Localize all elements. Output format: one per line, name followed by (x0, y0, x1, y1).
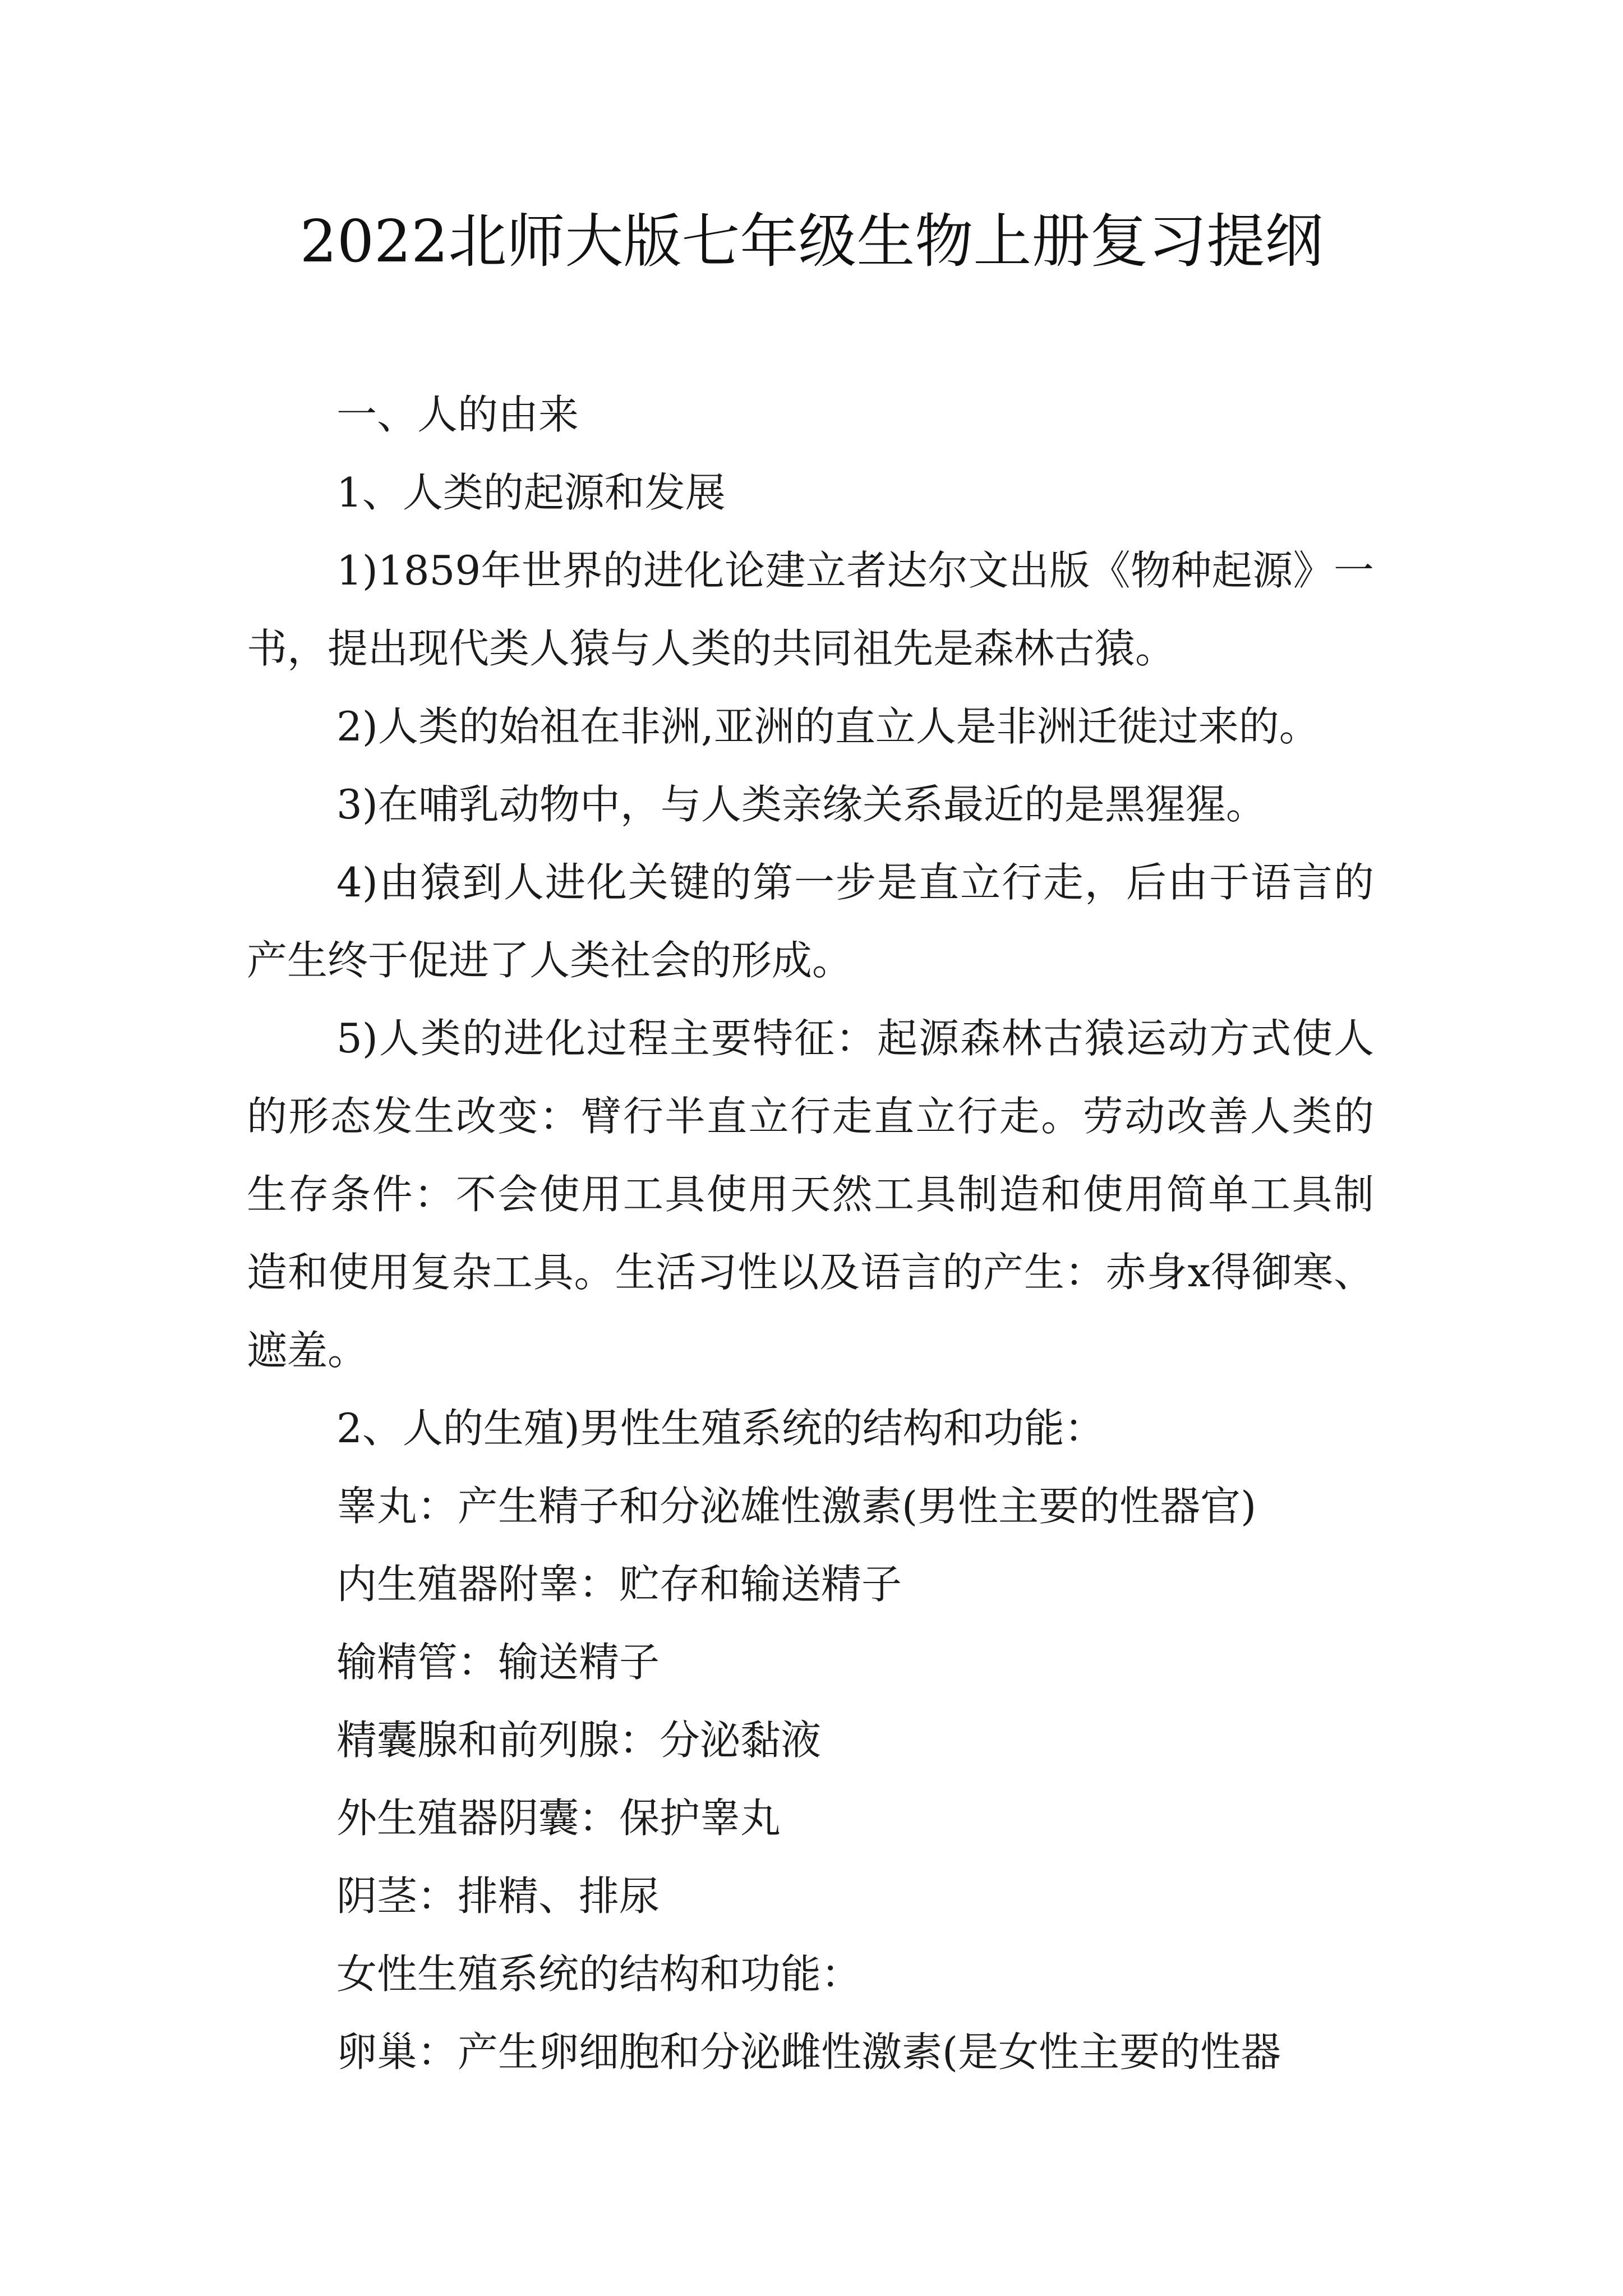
paragraph: 睾丸：产生精子和分泌雄性激素(男性主要的性器官) (336, 1483, 1257, 1530)
paragraph: 2)人类的始祖在非洲,亚洲的直立人是非洲迁徙过来的。 (336, 703, 1320, 750)
paragraph: 1)1859年世界的进化论建立者达尔文出版《物种起源》一书，提出现代类人猿与人类的共同祖先是森林古猿。 (247, 547, 1374, 672)
paragraph: 4)由猿到人进化关键的第一步是直立行走，后由于语言的产生终于促进了人类社会的形成。 (247, 859, 1374, 984)
document-title: 2022北师大版七年级生物上册复习提纲 (299, 207, 1324, 275)
paragraph: 3)在哺乳动物中，与人类亲缘关系最近的是黑猩猩。 (336, 781, 1266, 828)
paragraph: 卵巢：产生卵细胞和分泌雌性激素(是女性主要的性器 (336, 2028, 1281, 2076)
paragraph: 输精管：输送精子 (336, 1639, 660, 1686)
paragraph: 女性生殖系统的结构和功能： (336, 1950, 862, 1998)
subsection-heading: 1、人类的起源和发展 (336, 469, 726, 516)
section-heading: 一、人的由来 (336, 391, 579, 438)
subsection-heading: 2、人的生殖)男性生殖系统的结构和功能： (336, 1405, 1105, 1452)
paragraph: 外生殖器阴囊：保护睾丸 (336, 1795, 781, 1842)
paragraph: 内生殖器附睾：贮存和输送精子 (336, 1561, 902, 1608)
paragraph: 精囊腺和前列腺：分泌黏液 (336, 1717, 822, 1764)
document-body (247, 376, 1374, 2091)
paragraph: 5)人类的进化过程主要特征：起源森林古猿运动方式使人的形态发生改变：臂行半直立行走直立行走。劳动改善人类的生存条件：不会使用工具使用天然工具制造和使用简单工具制造和使用复杂工具。生活习性以及语言的产生：赤身x得御寒、遮羞。 (247, 1015, 1374, 1374)
paragraph: 阴茎：排精、排尿 (336, 1872, 660, 1920)
